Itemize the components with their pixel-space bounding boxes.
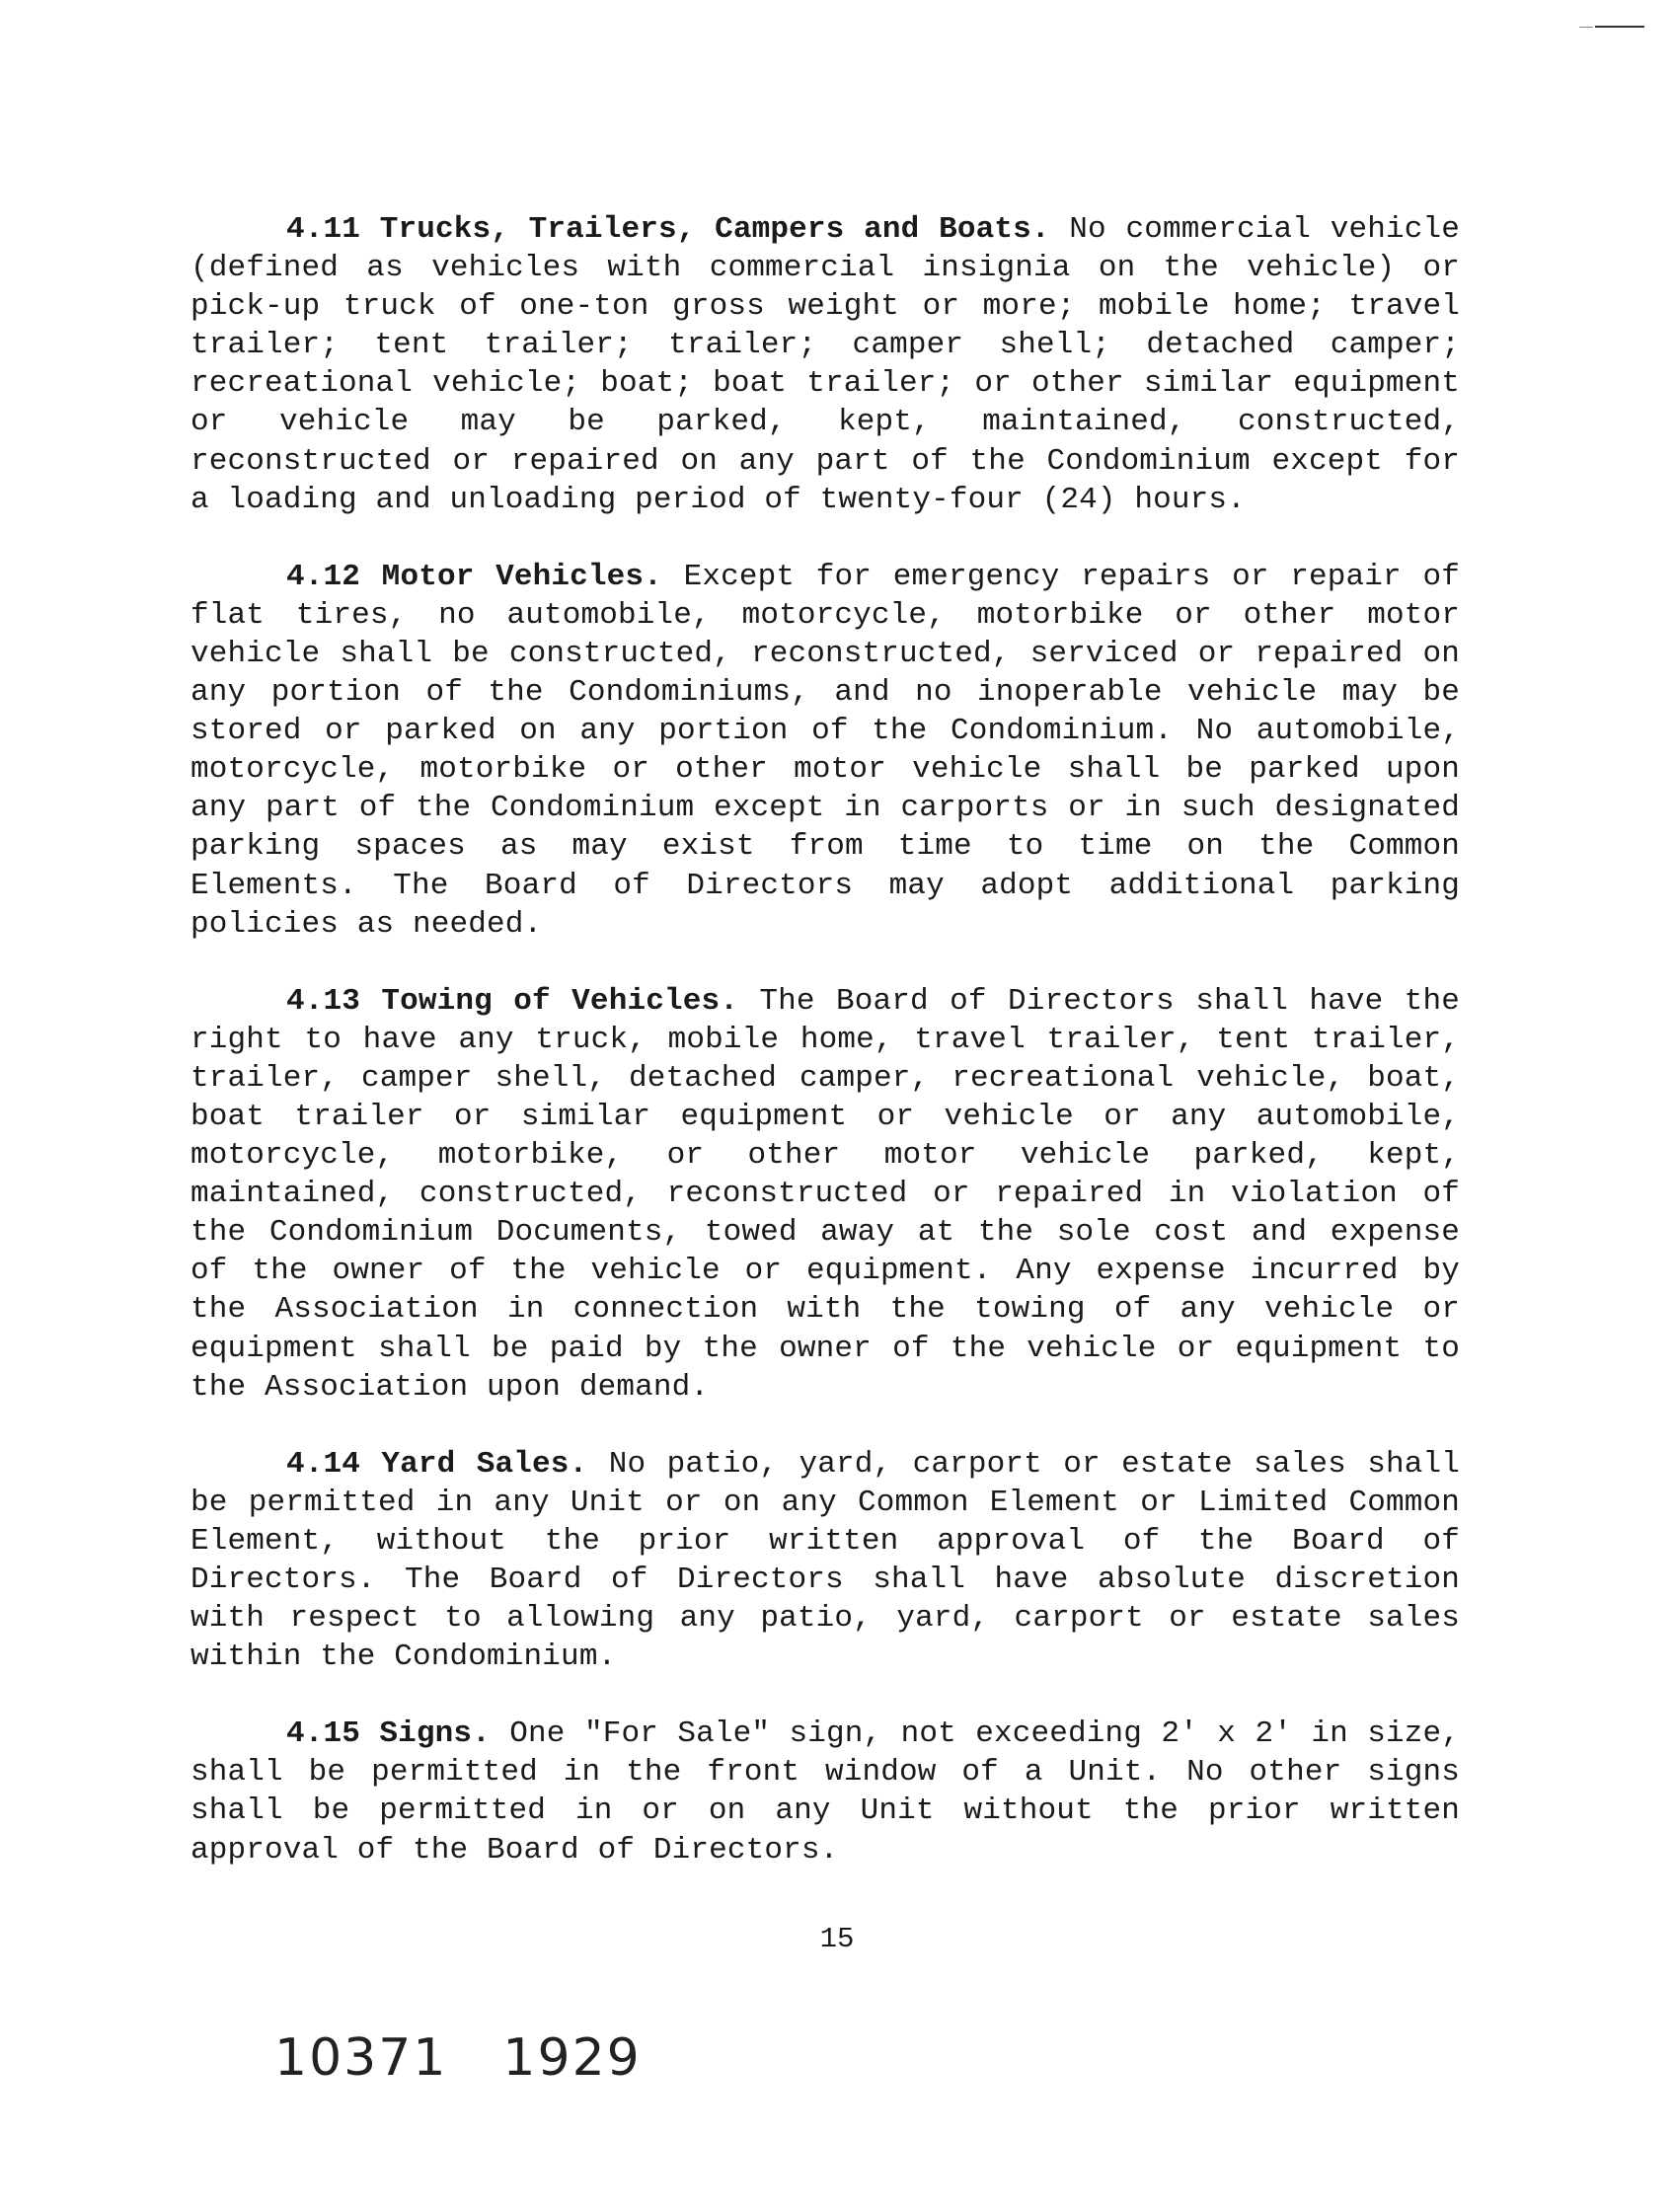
section-4-12 [190, 558, 1460, 944]
section-4-14 [190, 1445, 1460, 1677]
section-body: Except for emergency repairs or repair of flat tires, no automobile, motorcycle, motorbike or other motor vehicle shall be constructed, reconstructed, serviced or repaired on any portion of the Condominiums, and no inoperable vehicle may be stored or parked on any portion of the Condominium. No automobile, motorcycle, motorbike or other motor vehicle shall be parked upon any part of the Condominium except in carports or in such designated parking spaces as may exist from time to time on the Common Elements. The Board of Directors may adopt additional parking policies as needed. [190, 559, 1460, 942]
document-body [190, 210, 1460, 1908]
section-4-15 [190, 1715, 1460, 1869]
section-heading: 4.15 Signs. [286, 1716, 491, 1752]
recording-stamp [274, 2028, 642, 2088]
section-heading: 4.12 Motor Vehicles. [286, 559, 662, 594]
stamp-page-number: 1929 [502, 2028, 642, 2088]
scan-mark [1595, 26, 1644, 28]
section-4-11 [190, 210, 1460, 519]
section-body: The Board of Directors shall have the right to have any truck, mobile home, travel trailer, tent trailer, trailer, camper shell, detached camper, recreational vehicle, boat, boat trailer or similar equipment or vehicle or any automobile, motorcycle, motorbike, or other motor vehicle parked, kept, maintained, constructed, reconstructed or repaired in violation of the Condominium Documents, towed away at the sole cost and expense of the owner of the vehicle or equipment. Any expense incurred by the Association in connection with the towing of any vehicle or equipment shall be paid by the owner of the vehicle or equipment to the Association upon demand. [190, 983, 1460, 1405]
section-heading: 4.13 Towing of Vehicles. [286, 983, 738, 1019]
section-body: No commercial vehicle (defined as vehicles with commercial insignia on the vehicle) or pick-up truck of one-ton gross weight or more; mobile home; travel trailer; tent trailer; trailer; camper shell; detached camper; recreational vehicle; boat; boat trailer; or other similar equipment or vehicle may be parked, kept, maintained, constructed, reconstructed or repaired on any part of the Condominium except for a loading and unloading period of twenty-four (24) hours. [190, 212, 1460, 517]
scan-mark-faint [1579, 27, 1593, 28]
section-body: One "For Sale" sign, not exceeding 2' x 2' in size, shall be permitted in the front window of a Unit. No other signs shall be permitted in or on any Unit without the prior written approval of the Board of Directors. [190, 1716, 1460, 1868]
stamp-book-number: 10371 [274, 2028, 448, 2088]
page-number: 15 [819, 1923, 855, 1955]
section-body: No patio, yard, carport or estate sales shall be permitted in any Unit or on any Common Element or Limited Common Element, without the prior written approval of the Board of Directors. The Board of Directors shall have absolute discretion with respect to allowing any patio, yard, carport or estate sales within the Condominium. [190, 1446, 1460, 1675]
section-heading: 4.14 Yard Sales. [286, 1446, 588, 1482]
section-4-13 [190, 982, 1460, 1407]
section-heading: 4.11 Trucks, Trailers, Campers and Boats. [286, 212, 1050, 247]
